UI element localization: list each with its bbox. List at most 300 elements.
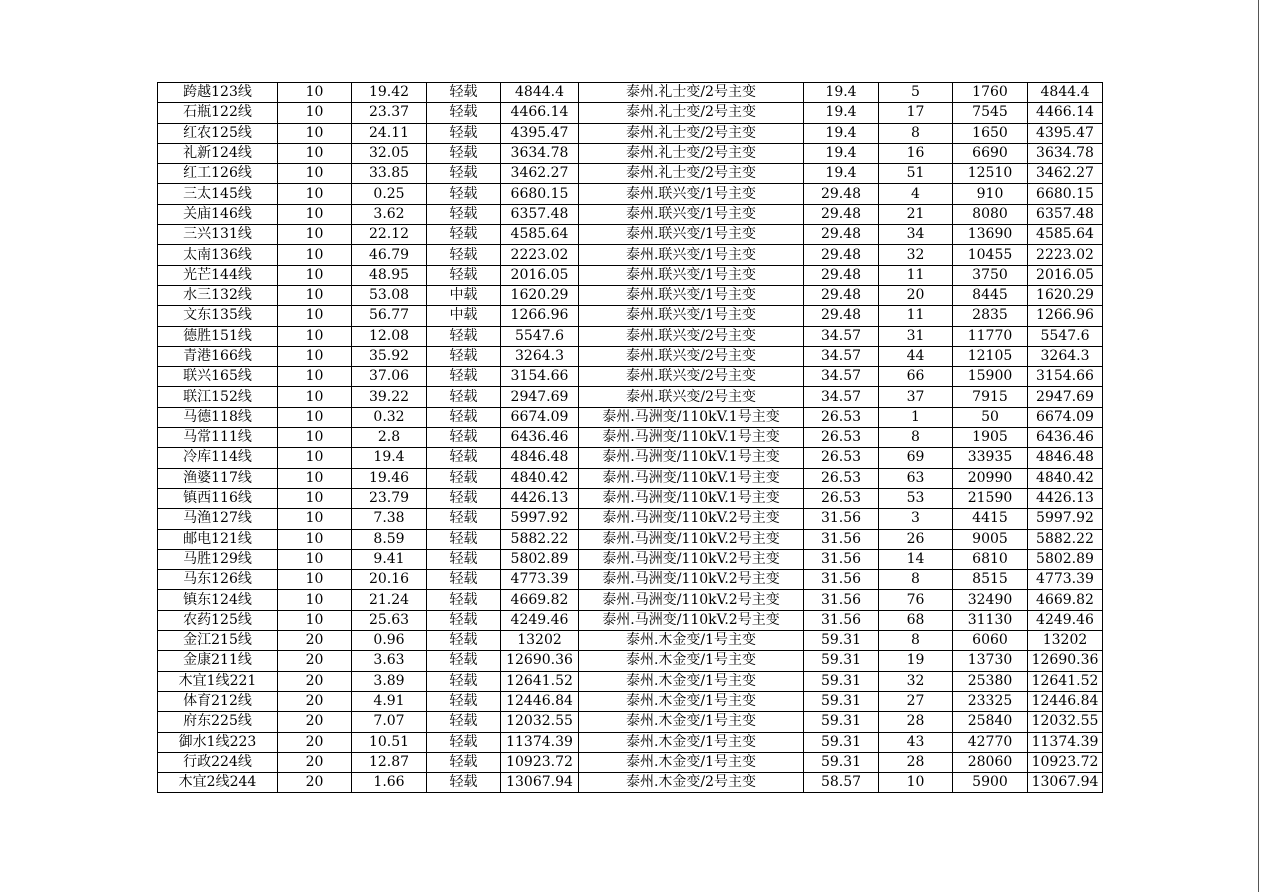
cell-line-name: 冷库114线: [158, 448, 278, 468]
cell-installed-capacity: 23325: [953, 691, 1028, 711]
cell-substation-transformer: 泰州.礼士变/2号主变: [579, 164, 804, 184]
table-row: [158, 367, 1103, 387]
cell-transformer-load-rate: 31.56: [804, 610, 879, 630]
table-row: [158, 570, 1103, 590]
cell-user-count: 68: [879, 610, 953, 630]
cell-load-status: 轻载: [427, 143, 501, 163]
cell-installed-capacity: 11770: [953, 326, 1028, 346]
cell-installed-capacity: 910: [953, 184, 1028, 204]
cell-substation-transformer: 泰州.木金变/1号主变: [579, 712, 804, 732]
cell-available-capacity: 1266.96: [501, 306, 579, 326]
cell-remaining-capacity: 10923.72: [1028, 752, 1103, 772]
cell-remaining-capacity: 4585.64: [1028, 225, 1103, 245]
cell-available-capacity: 11374.39: [501, 732, 579, 752]
table-row: [158, 428, 1103, 448]
cell-remaining-capacity: 4249.46: [1028, 610, 1103, 630]
table-row: [158, 488, 1103, 508]
cell-remaining-capacity: 5882.22: [1028, 529, 1103, 549]
cell-load-status: 轻载: [427, 346, 501, 366]
cell-voltage: 10: [278, 225, 352, 245]
cell-load-rate: 46.79: [352, 245, 427, 265]
cell-available-capacity: 4585.64: [501, 225, 579, 245]
cell-transformer-load-rate: 29.48: [804, 265, 879, 285]
cell-line-name: 体育212线: [158, 691, 278, 711]
cell-remaining-capacity: 5547.6: [1028, 326, 1103, 346]
table-row: [158, 103, 1103, 123]
cell-line-name: 马胜129线: [158, 549, 278, 569]
cell-installed-capacity: 13690: [953, 225, 1028, 245]
cell-load-rate: 3.62: [352, 204, 427, 224]
cell-transformer-load-rate: 29.48: [804, 184, 879, 204]
table-row: [158, 143, 1103, 163]
cell-load-status: 轻载: [427, 773, 501, 793]
cell-line-name: 联江152线: [158, 387, 278, 407]
cell-installed-capacity: 13730: [953, 651, 1028, 671]
cell-remaining-capacity: 13067.94: [1028, 773, 1103, 793]
cell-user-count: 28: [879, 712, 953, 732]
cell-voltage: 10: [278, 549, 352, 569]
cell-available-capacity: 3462.27: [501, 164, 579, 184]
table-row: [158, 549, 1103, 569]
table-row: [158, 468, 1103, 488]
cell-transformer-load-rate: 19.4: [804, 164, 879, 184]
cell-remaining-capacity: 4395.47: [1028, 123, 1103, 143]
cell-substation-transformer: 泰州.礼士变/2号主变: [579, 143, 804, 163]
cell-remaining-capacity: 12641.52: [1028, 671, 1103, 691]
cell-load-rate: 7.38: [352, 509, 427, 529]
cell-load-status: 中载: [427, 285, 501, 305]
table-row: [158, 306, 1103, 326]
cell-installed-capacity: 7545: [953, 103, 1028, 123]
cell-user-count: 43: [879, 732, 953, 752]
cell-installed-capacity: 5900: [953, 773, 1028, 793]
cell-line-name: 跨越123线: [158, 83, 278, 103]
cell-load-status: 轻载: [427, 590, 501, 610]
cell-line-name: 德胜151线: [158, 326, 278, 346]
cell-load-rate: 19.4: [352, 448, 427, 468]
cell-load-rate: 20.16: [352, 570, 427, 590]
cell-line-name: 镇西116线: [158, 488, 278, 508]
table-row: [158, 631, 1103, 651]
table-row: [158, 346, 1103, 366]
cell-load-rate: 33.85: [352, 164, 427, 184]
cell-load-status: 轻载: [427, 407, 501, 427]
cell-load-rate: 48.95: [352, 265, 427, 285]
cell-available-capacity: 12446.84: [501, 691, 579, 711]
cell-transformer-load-rate: 19.4: [804, 143, 879, 163]
cell-load-status: 轻载: [427, 265, 501, 285]
cell-transformer-load-rate: 26.53: [804, 407, 879, 427]
cell-user-count: 11: [879, 306, 953, 326]
cell-voltage: 10: [278, 245, 352, 265]
cell-load-status: 轻载: [427, 509, 501, 529]
cell-available-capacity: 6357.48: [501, 204, 579, 224]
table-row: [158, 529, 1103, 549]
cell-installed-capacity: 6060: [953, 631, 1028, 651]
cell-voltage: 20: [278, 752, 352, 772]
cell-load-status: 轻载: [427, 326, 501, 346]
cell-remaining-capacity: 5802.89: [1028, 549, 1103, 569]
cell-load-rate: 12.87: [352, 752, 427, 772]
cell-installed-capacity: 33935: [953, 448, 1028, 468]
cell-line-name: 金康211线: [158, 651, 278, 671]
cell-available-capacity: 5802.89: [501, 549, 579, 569]
cell-voltage: 20: [278, 691, 352, 711]
cell-load-rate: 39.22: [352, 387, 427, 407]
data-table: [157, 82, 1103, 793]
cell-user-count: 14: [879, 549, 953, 569]
cell-voltage: 20: [278, 712, 352, 732]
cell-substation-transformer: 泰州.马洲变/110kV.2号主变: [579, 590, 804, 610]
table-row: [158, 387, 1103, 407]
cell-transformer-load-rate: 34.57: [804, 387, 879, 407]
cell-load-status: 轻载: [427, 529, 501, 549]
cell-load-rate: 3.63: [352, 651, 427, 671]
cell-line-name: 红工126线: [158, 164, 278, 184]
cell-load-rate: 24.11: [352, 123, 427, 143]
cell-load-rate: 3.89: [352, 671, 427, 691]
cell-transformer-load-rate: 29.48: [804, 285, 879, 305]
cell-transformer-load-rate: 31.56: [804, 529, 879, 549]
cell-voltage: 10: [278, 83, 352, 103]
cell-substation-transformer: 泰州.马洲变/110kV.1号主变: [579, 488, 804, 508]
cell-remaining-capacity: 4773.39: [1028, 570, 1103, 590]
cell-voltage: 10: [278, 428, 352, 448]
cell-user-count: 5: [879, 83, 953, 103]
cell-voltage: 10: [278, 103, 352, 123]
cell-substation-transformer: 泰州.木金变/1号主变: [579, 631, 804, 651]
cell-substation-transformer: 泰州.木金变/1号主变: [579, 732, 804, 752]
cell-substation-transformer: 泰州.联兴变/1号主变: [579, 225, 804, 245]
cell-line-name: 木宜1线221: [158, 671, 278, 691]
cell-line-name: 府东225线: [158, 712, 278, 732]
cell-load-rate: 2.8: [352, 428, 427, 448]
cell-user-count: 3: [879, 509, 953, 529]
cell-remaining-capacity: 1266.96: [1028, 306, 1103, 326]
cell-installed-capacity: 1905: [953, 428, 1028, 448]
cell-substation-transformer: 泰州.礼士变/2号主变: [579, 103, 804, 123]
cell-installed-capacity: 1650: [953, 123, 1028, 143]
cell-available-capacity: 4466.14: [501, 103, 579, 123]
cell-load-status: 轻载: [427, 123, 501, 143]
cell-line-name: 马德118线: [158, 407, 278, 427]
cell-load-rate: 32.05: [352, 143, 427, 163]
cell-remaining-capacity: 12446.84: [1028, 691, 1103, 711]
cell-user-count: 1: [879, 407, 953, 427]
cell-load-rate: 12.08: [352, 326, 427, 346]
cell-line-name: 三兴131线: [158, 225, 278, 245]
cell-available-capacity: 2223.02: [501, 245, 579, 265]
cell-load-status: 中载: [427, 306, 501, 326]
cell-installed-capacity: 42770: [953, 732, 1028, 752]
cell-load-status: 轻载: [427, 184, 501, 204]
cell-available-capacity: 2016.05: [501, 265, 579, 285]
cell-installed-capacity: 21590: [953, 488, 1028, 508]
cell-installed-capacity: 12105: [953, 346, 1028, 366]
cell-installed-capacity: 32490: [953, 590, 1028, 610]
cell-line-name: 青港166线: [158, 346, 278, 366]
table-row: [158, 773, 1103, 793]
table-body: [158, 83, 1103, 793]
cell-user-count: 21: [879, 204, 953, 224]
table-row: [158, 691, 1103, 711]
cell-load-status: 轻载: [427, 468, 501, 488]
cell-substation-transformer: 泰州.礼士变/2号主变: [579, 123, 804, 143]
cell-load-rate: 23.37: [352, 103, 427, 123]
cell-available-capacity: 4846.48: [501, 448, 579, 468]
cell-line-name: 镇东124线: [158, 590, 278, 610]
cell-available-capacity: 12641.52: [501, 671, 579, 691]
page-border: [1258, 0, 1259, 892]
cell-remaining-capacity: 12690.36: [1028, 651, 1103, 671]
cell-remaining-capacity: 2223.02: [1028, 245, 1103, 265]
cell-load-status: 轻载: [427, 225, 501, 245]
cell-substation-transformer: 泰州.联兴变/1号主变: [579, 245, 804, 265]
cell-load-rate: 9.41: [352, 549, 427, 569]
cell-load-rate: 53.08: [352, 285, 427, 305]
cell-user-count: 27: [879, 691, 953, 711]
cell-substation-transformer: 泰州.马洲变/110kV.2号主变: [579, 549, 804, 569]
cell-substation-transformer: 泰州.马洲变/110kV.2号主变: [579, 570, 804, 590]
cell-available-capacity: 4773.39: [501, 570, 579, 590]
table-row: [158, 83, 1103, 103]
cell-voltage: 20: [278, 651, 352, 671]
table-row: [158, 407, 1103, 427]
cell-transformer-load-rate: 58.57: [804, 773, 879, 793]
cell-installed-capacity: 2835: [953, 306, 1028, 326]
cell-voltage: 10: [278, 143, 352, 163]
cell-line-name: 红农125线: [158, 123, 278, 143]
cell-line-name: 石瓶122线: [158, 103, 278, 123]
cell-line-name: 金江215线: [158, 631, 278, 651]
cell-line-name: 礼新124线: [158, 143, 278, 163]
cell-user-count: 26: [879, 529, 953, 549]
cell-transformer-load-rate: 19.4: [804, 123, 879, 143]
cell-transformer-load-rate: 26.53: [804, 468, 879, 488]
cell-remaining-capacity: 4844.4: [1028, 83, 1103, 103]
cell-installed-capacity: 8515: [953, 570, 1028, 590]
cell-user-count: 51: [879, 164, 953, 184]
cell-available-capacity: 4669.82: [501, 590, 579, 610]
table-row: [158, 732, 1103, 752]
cell-load-rate: 0.25: [352, 184, 427, 204]
cell-voltage: 10: [278, 610, 352, 630]
table-row: [158, 326, 1103, 346]
cell-user-count: 8: [879, 123, 953, 143]
cell-load-rate: 56.77: [352, 306, 427, 326]
cell-remaining-capacity: 6357.48: [1028, 204, 1103, 224]
cell-load-status: 轻载: [427, 631, 501, 651]
table-row: [158, 225, 1103, 245]
cell-transformer-load-rate: 26.53: [804, 428, 879, 448]
cell-installed-capacity: 12510: [953, 164, 1028, 184]
cell-installed-capacity: 4415: [953, 509, 1028, 529]
cell-user-count: 31: [879, 326, 953, 346]
cell-line-name: 三太145线: [158, 184, 278, 204]
cell-available-capacity: 10923.72: [501, 752, 579, 772]
cell-load-status: 轻载: [427, 245, 501, 265]
cell-remaining-capacity: 6436.46: [1028, 428, 1103, 448]
cell-load-rate: 22.12: [352, 225, 427, 245]
cell-load-rate: 8.59: [352, 529, 427, 549]
cell-voltage: 10: [278, 509, 352, 529]
cell-user-count: 20: [879, 285, 953, 305]
cell-transformer-load-rate: 31.56: [804, 549, 879, 569]
cell-available-capacity: 4249.46: [501, 610, 579, 630]
cell-available-capacity: 4395.47: [501, 123, 579, 143]
table-row: [158, 245, 1103, 265]
cell-transformer-load-rate: 34.57: [804, 367, 879, 387]
cell-substation-transformer: 泰州.马洲变/110kV.2号主变: [579, 529, 804, 549]
cell-substation-transformer: 泰州.马洲变/110kV.1号主变: [579, 428, 804, 448]
cell-voltage: 10: [278, 204, 352, 224]
cell-transformer-load-rate: 59.31: [804, 752, 879, 772]
cell-substation-transformer: 泰州.马洲变/110kV.1号主变: [579, 407, 804, 427]
cell-user-count: 8: [879, 570, 953, 590]
cell-user-count: 10: [879, 773, 953, 793]
cell-installed-capacity: 3750: [953, 265, 1028, 285]
cell-voltage: 20: [278, 732, 352, 752]
cell-remaining-capacity: 3154.66: [1028, 367, 1103, 387]
cell-user-count: 4: [879, 184, 953, 204]
cell-available-capacity: 5997.92: [501, 509, 579, 529]
cell-load-status: 轻载: [427, 732, 501, 752]
cell-voltage: 10: [278, 407, 352, 427]
cell-available-capacity: 6674.09: [501, 407, 579, 427]
cell-available-capacity: 5882.22: [501, 529, 579, 549]
cell-substation-transformer: 泰州.木金变/1号主变: [579, 752, 804, 772]
cell-voltage: 10: [278, 184, 352, 204]
cell-transformer-load-rate: 26.53: [804, 448, 879, 468]
cell-voltage: 10: [278, 123, 352, 143]
cell-transformer-load-rate: 31.56: [804, 590, 879, 610]
cell-line-name: 联兴165线: [158, 367, 278, 387]
cell-user-count: 44: [879, 346, 953, 366]
cell-installed-capacity: 6690: [953, 143, 1028, 163]
cell-load-rate: 0.32: [352, 407, 427, 427]
cell-user-count: 32: [879, 671, 953, 691]
table-row: [158, 671, 1103, 691]
cell-installed-capacity: 28060: [953, 752, 1028, 772]
cell-voltage: 10: [278, 590, 352, 610]
cell-remaining-capacity: 3634.78: [1028, 143, 1103, 163]
cell-load-status: 轻载: [427, 712, 501, 732]
cell-load-status: 轻载: [427, 651, 501, 671]
cell-load-status: 轻载: [427, 83, 501, 103]
cell-voltage: 10: [278, 448, 352, 468]
cell-remaining-capacity: 6680.15: [1028, 184, 1103, 204]
cell-installed-capacity: 50: [953, 407, 1028, 427]
cell-line-name: 文东135线: [158, 306, 278, 326]
cell-substation-transformer: 泰州.联兴变/1号主变: [579, 265, 804, 285]
cell-available-capacity: 12690.36: [501, 651, 579, 671]
cell-transformer-load-rate: 59.31: [804, 712, 879, 732]
cell-installed-capacity: 8080: [953, 204, 1028, 224]
cell-line-name: 行政224线: [158, 752, 278, 772]
table-row: [158, 610, 1103, 630]
cell-substation-transformer: 泰州.联兴变/1号主变: [579, 204, 804, 224]
cell-line-name: 马东126线: [158, 570, 278, 590]
cell-user-count: 16: [879, 143, 953, 163]
cell-available-capacity: 3634.78: [501, 143, 579, 163]
cell-remaining-capacity: 12032.55: [1028, 712, 1103, 732]
cell-voltage: 10: [278, 326, 352, 346]
cell-installed-capacity: 6810: [953, 549, 1028, 569]
cell-available-capacity: 12032.55: [501, 712, 579, 732]
cell-available-capacity: 4840.42: [501, 468, 579, 488]
cell-transformer-load-rate: 26.53: [804, 488, 879, 508]
cell-load-rate: 35.92: [352, 346, 427, 366]
cell-substation-transformer: 泰州.木金变/2号主变: [579, 773, 804, 793]
cell-user-count: 11: [879, 265, 953, 285]
cell-substation-transformer: 泰州.马洲变/110kV.2号主变: [579, 610, 804, 630]
cell-remaining-capacity: 13202: [1028, 631, 1103, 651]
cell-load-status: 轻载: [427, 428, 501, 448]
cell-transformer-load-rate: 29.48: [804, 306, 879, 326]
cell-substation-transformer: 泰州.木金变/1号主变: [579, 671, 804, 691]
cell-line-name: 光芒144线: [158, 265, 278, 285]
cell-user-count: 76: [879, 590, 953, 610]
cell-available-capacity: 3264.3: [501, 346, 579, 366]
cell-substation-transformer: 泰州.联兴变/2号主变: [579, 387, 804, 407]
cell-transformer-load-rate: 29.48: [804, 245, 879, 265]
cell-load-status: 轻载: [427, 204, 501, 224]
cell-load-rate: 21.24: [352, 590, 427, 610]
cell-substation-transformer: 泰州.礼士变/2号主变: [579, 83, 804, 103]
cell-load-status: 轻载: [427, 752, 501, 772]
cell-load-status: 轻载: [427, 610, 501, 630]
cell-transformer-load-rate: 59.31: [804, 671, 879, 691]
cell-transformer-load-rate: 59.31: [804, 651, 879, 671]
cell-remaining-capacity: 4669.82: [1028, 590, 1103, 610]
cell-voltage: 10: [278, 488, 352, 508]
cell-transformer-load-rate: 19.4: [804, 103, 879, 123]
cell-line-name: 太南136线: [158, 245, 278, 265]
table-row: [158, 184, 1103, 204]
cell-installed-capacity: 10455: [953, 245, 1028, 265]
cell-line-name: 御水1线223: [158, 732, 278, 752]
cell-user-count: 37: [879, 387, 953, 407]
cell-load-rate: 23.79: [352, 488, 427, 508]
cell-available-capacity: 6436.46: [501, 428, 579, 448]
cell-voltage: 20: [278, 631, 352, 651]
cell-substation-transformer: 泰州.木金变/1号主变: [579, 691, 804, 711]
table-row: [158, 123, 1103, 143]
cell-substation-transformer: 泰州.马洲变/110kV.1号主变: [579, 468, 804, 488]
cell-user-count: 66: [879, 367, 953, 387]
cell-load-status: 轻载: [427, 387, 501, 407]
cell-transformer-load-rate: 59.31: [804, 631, 879, 651]
table-row: [158, 509, 1103, 529]
cell-load-rate: 19.42: [352, 83, 427, 103]
cell-installed-capacity: 9005: [953, 529, 1028, 549]
cell-user-count: 69: [879, 448, 953, 468]
cell-installed-capacity: 1760: [953, 83, 1028, 103]
cell-transformer-load-rate: 59.31: [804, 691, 879, 711]
cell-transformer-load-rate: 34.57: [804, 346, 879, 366]
cell-installed-capacity: 25840: [953, 712, 1028, 732]
cell-remaining-capacity: 4466.14: [1028, 103, 1103, 123]
table-row: [158, 285, 1103, 305]
cell-remaining-capacity: 4426.13: [1028, 488, 1103, 508]
cell-substation-transformer: 泰州.马洲变/110kV.2号主变: [579, 509, 804, 529]
cell-available-capacity: 4426.13: [501, 488, 579, 508]
cell-user-count: 63: [879, 468, 953, 488]
cell-substation-transformer: 泰州.联兴变/2号主变: [579, 346, 804, 366]
cell-substation-transformer: 泰州.联兴变/2号主变: [579, 326, 804, 346]
cell-installed-capacity: 31130: [953, 610, 1028, 630]
cell-transformer-load-rate: 31.56: [804, 570, 879, 590]
